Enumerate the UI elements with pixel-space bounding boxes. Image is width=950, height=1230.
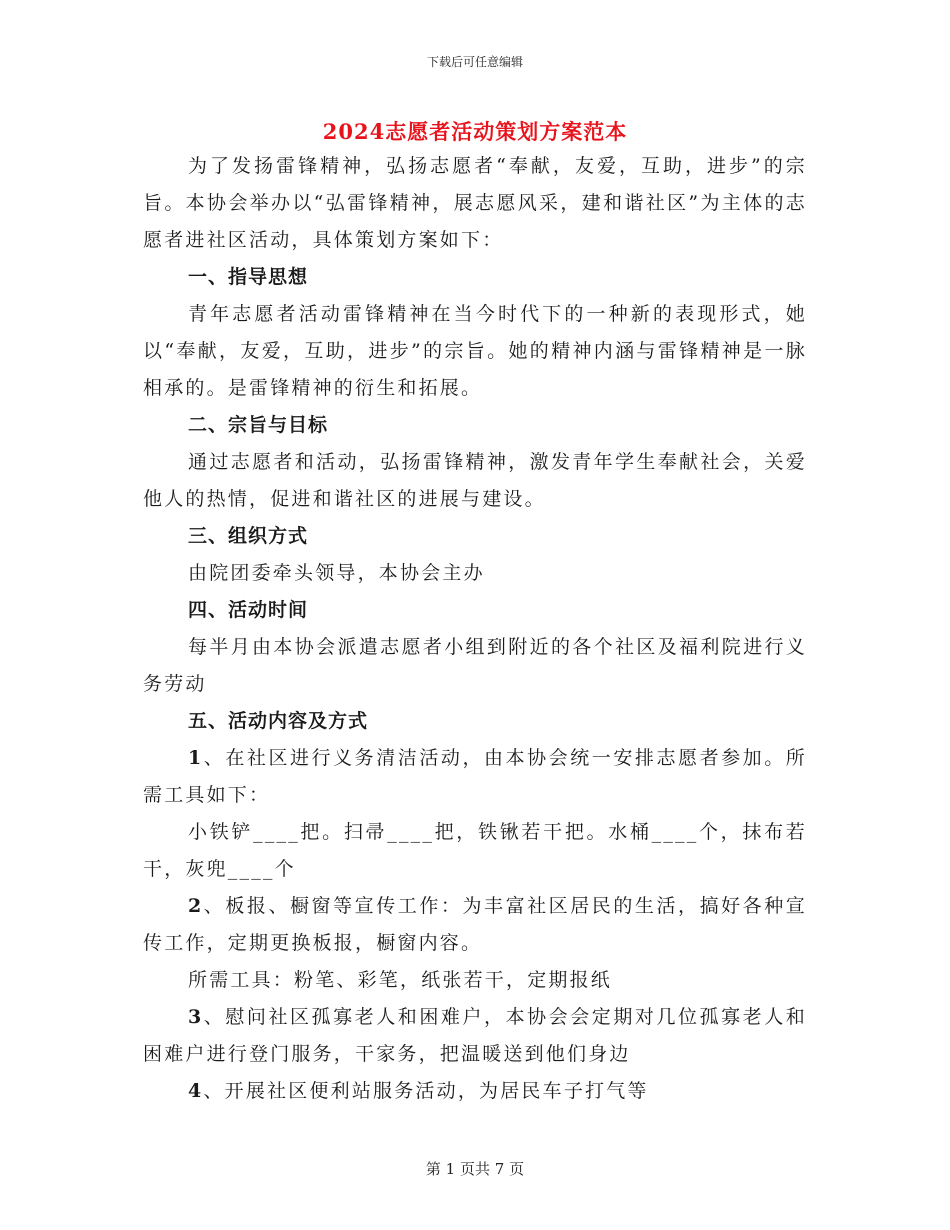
activity-item-2 (143, 888, 807, 962)
activity-item-1-text: 、在社区进行义务清洁活动，由本协会统一安排志愿者参加。所需工具如下： (143, 747, 807, 806)
intro-paragraph: 为了发扬雷锋精神，弘扬志愿者“奉献，友爱，互助，进步”的宗旨。本协会举办以“弘雷锋精神，展志愿风采，建和谐社区”为主体的志愿者进社区活动，具体策划方案如下： (143, 155, 807, 251)
activity-item-1-tools: 小铁铲____把。扫帚____把，铁锹若干把。水桶____个，抹布若干，灰兜____个 (143, 821, 807, 880)
section-text-activity-time: 每半月由本协会派遣志愿者小组到附近的各个社区及福利院进行义务劳动 (143, 636, 807, 695)
activity-item-3-text: 、慰问社区孤寡老人和困难户，本协会会定期对几位孤寡老人和困难户进行登门服务，干家务，把温暖送到他们身边 (143, 1006, 807, 1065)
activity-item-3 (143, 999, 807, 1073)
activity-item-2-text: 、板报、橱窗等宣传工作：为丰富社区居民的生活，搞好各种宣传工作，定期更换板报，橱窗内容。 (143, 895, 807, 954)
activity-item-2-number: 2 (188, 895, 204, 917)
document-body (143, 148, 807, 1110)
activity-item-4-text: 、开展社区便利站服务活动，为居民车子打气等 (203, 1080, 649, 1102)
activity-item-4-number: 4 (188, 1080, 204, 1102)
section-heading-organization: 三、组织方式 (188, 525, 309, 547)
section-heading-purpose-goals: 二、宗旨与目标 (188, 414, 329, 436)
document-title: 2024志愿者活动策划方案范本 (322, 119, 628, 144)
section-heading-activity-time: 四、活动时间 (188, 599, 309, 621)
page-header-note: 下载后可任意编辑 (426, 55, 523, 69)
section-heading-activity-content: 五、活动内容及方式 (188, 710, 369, 732)
section-text-purpose-goals: 通过志愿者和活动，弘扬雷锋精神，激发青年学生奉献社会，关爱他人的热情，促进和谐社区的进展与建设。 (143, 451, 807, 510)
activity-item-4 (143, 1073, 807, 1110)
section-text-guiding-ideology: 青年志愿者活动雷锋精神在当今时代下的一种新的表现形式，她以“奉献，友爱，互助，进步”的宗旨。她的精神内涵与雷锋精神是一脉相承的。是雷锋精神的衍生和拓展。 (143, 303, 807, 399)
section-heading-guiding-ideology: 一、指导思想 (188, 266, 309, 288)
activity-item-2-tools: 所需工具：粉笔、彩笔，纸张若干，定期报纸 (188, 969, 613, 991)
section-text-organization: 由院团委牵头领导，本协会主办 (188, 562, 485, 584)
activity-item-1 (143, 740, 807, 814)
page-footer-number: 第 1 页共 7 页 (425, 1160, 525, 1178)
activity-item-3-number: 3 (188, 1006, 204, 1028)
activity-item-1-number: 1 (188, 747, 204, 769)
